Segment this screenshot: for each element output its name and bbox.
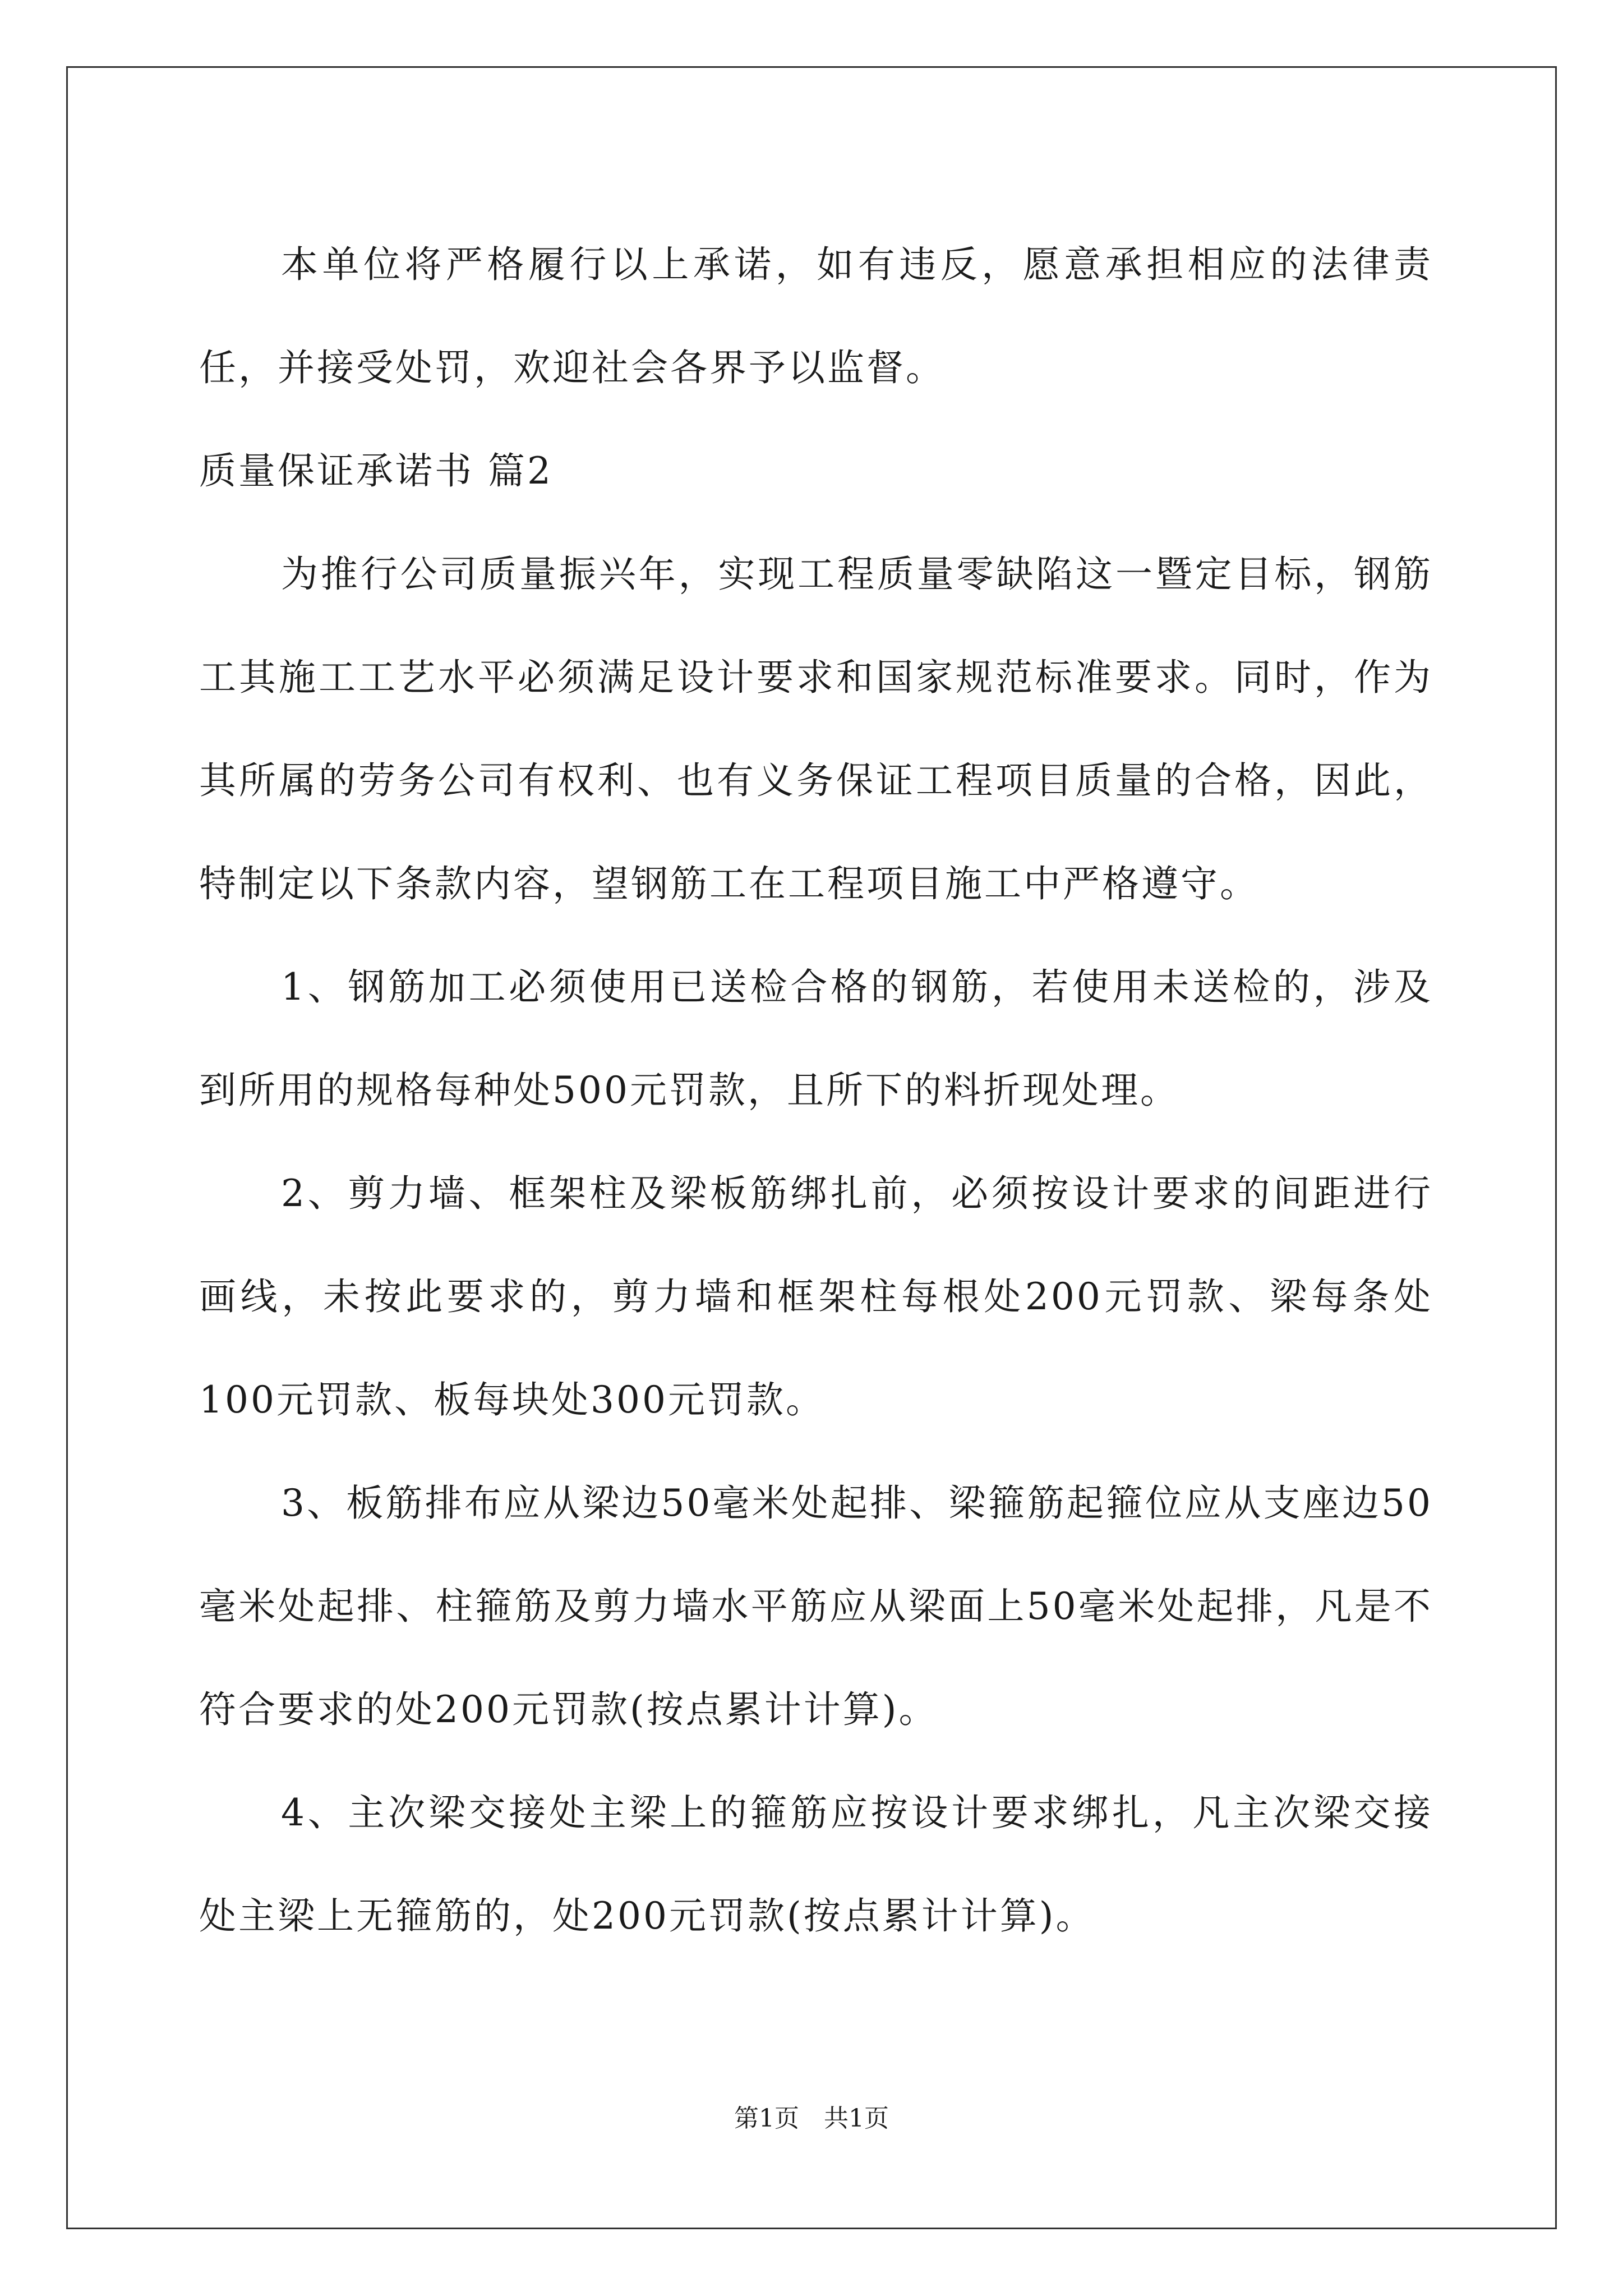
- paragraph-commitment-closing: 本单位将严格履行以上承诺，如有违反，愿意承担相应的法律责任，并接受处罚，欢迎社会各界予以监督。: [199, 243, 1433, 389]
- clause-1: 1、钢筋加工必须使用已送检合格的钢筋，若使用未送检的，涉及到所用的规格每种处500元罚款，且所下的料折现处理。: [199, 965, 1433, 1112]
- paragraph-intro: 为推行公司质量振兴年，实现工程质量零缺陷这一暨定目标，钢筋工其施工工艺水平必须满足设计要求和国家规范标准要求。同时，作为其所属的劳务公司有权利、也有义务保证工程项目质量的合格，因此，特制定以下条款内容，望钢筋工在工程项目施工中严格遵守。: [199, 553, 1433, 905]
- clause-2: 2、剪力墙、框架柱及梁板筋绑扎前，必须按设计要求的间距进行画线，未按此要求的，剪力墙和框架柱每根处200元罚款、梁每条处100元罚款、板每块处300元罚款。: [199, 1172, 1433, 1421]
- page-footer: 第1页 共1页: [734, 2104, 889, 2133]
- clause-3: 3、板筋排布应从梁边50毫米处起排、梁箍筋起箍位应从支座边50毫米处起排、柱箍筋及剪力墙水平筋应从梁面上50毫米处起排，凡是不符合要求的处200元罚款(按点累计计算)。: [199, 1481, 1433, 1731]
- document-body: [199, 213, 1433, 1968]
- section-heading: 质量保证承诺书 篇2: [199, 449, 553, 493]
- clause-4: 4、主次梁交接处主梁上的箍筋应按设计要求绑扎，凡主次梁交接处主梁上无箍筋的，处200元罚款(按点累计计算)。: [199, 1791, 1433, 1938]
